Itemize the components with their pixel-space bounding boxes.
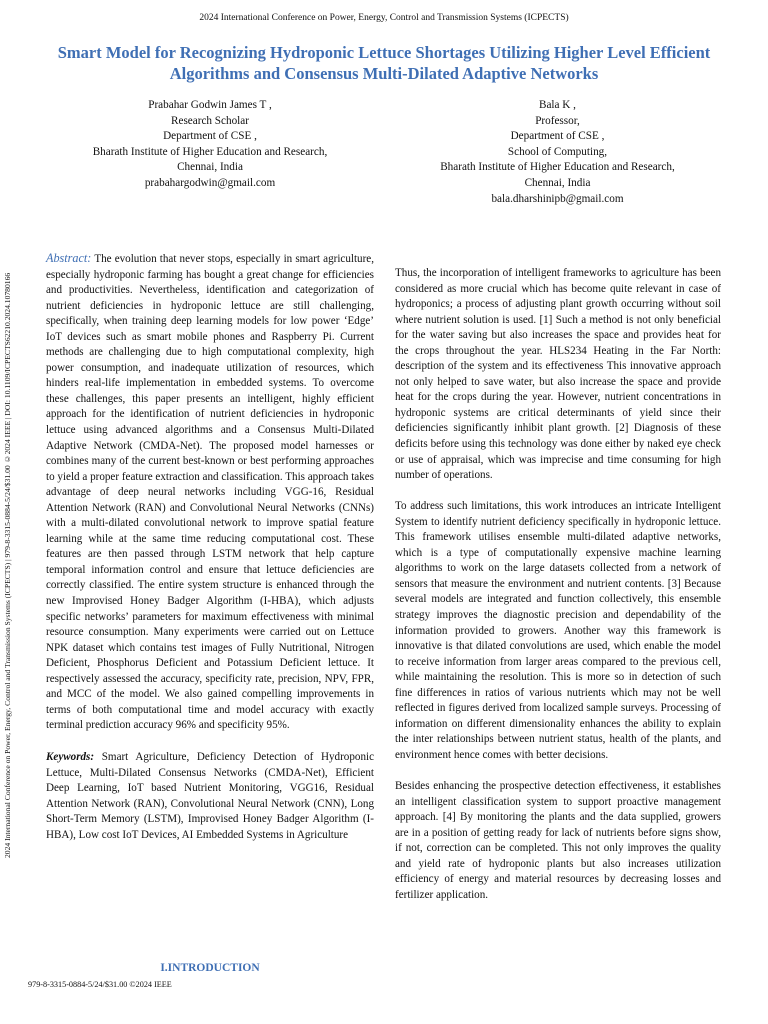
author-school: School of Computing, bbox=[507, 145, 608, 158]
author-institution: Bharath Institute of Higher Education and Research, bbox=[440, 161, 675, 174]
author-block-1 bbox=[60, 98, 360, 192]
left-column bbox=[46, 251, 374, 843]
conference-header: 2024 International Conference on Power, Energy, Control and Transmission Systems (ICPECTS) bbox=[199, 13, 569, 23]
author-name: Bala K , bbox=[539, 99, 576, 111]
author-block-2 bbox=[405, 98, 710, 207]
author-name: Prabahar Godwin James T , bbox=[148, 99, 272, 111]
author-department: Department of CSE , bbox=[163, 130, 257, 143]
author-location: Chennai, India bbox=[524, 176, 591, 189]
abstract-paragraph bbox=[46, 251, 374, 734]
abstract-text: The evolution that never stops, especially in smart agriculture, especially hydroponic farming has bought a great change for efficiencies and productivities. Nevertheless, identification and categorization of nutrient deficiencies in hydroponic lettuce are still challenging, specifically, when training deep learning models for low power ‘Edge’ IoT devices such as smart mobile phones and Raspberry Pi. Current methods are challenging due to high computational complexity, high power consumption, and inadequate utilization of resources, which hinders real-life implementation in embedded systems. To overcome these challenges, this paper presents an intelligent, highly efficient approach for the identification of nutrient deficiencies in hydroponic lettuce using advanced algorithms and a Consensus Multi-Dilated Adaptive Network (CMDA-Net). The proposed model harnesses or combines many of the current best-known or best performing approaches to yield a proper feature extraction and classification. This approach takes advantage of deep neural networks including VGG-16, Residual Attention Network (RAN) and Convolutional Neural Networks (CNNs) with a multi-dilated convolutional network to improve spatial feature learning while at the same time reducing computational cost. These features are then passed through LSTM network that help capture temporal information control and ensure that lettuce deficiencies are correctly classified. The entire system structure is enhanced through the new Improvised Honey Badger Algorithm (I-HBA), which adjusts specific networks’ parameters for maximum effectiveness with minimal resource consumption. Many experiments were carried out on Lettuce NPK dataset which contains test images of Fully Nutritional, Nitrogen Deficient, Phosphorus Deficient and Potassium Deficient lettuce. It respectively assessed the accuracy, specificity rate, precision, NPV, FPR, and MCC of the model. We also gained compelling improvements in terms of both computational time and model accuracy with exactly terminal prediction accuracy 96% and specificity 95%. bbox=[46, 253, 374, 732]
doi-side-text: 2024 International Conference on Power, Energy, Control and Transmission Systems (ICPECTS) | 979-8-3315-0884-5/24/$31.00 ©2024 IEEE | DOI: 10.1109/ICPECTS62210.2024.10780166 bbox=[3, 272, 12, 858]
keywords-label: Keywords: bbox=[46, 750, 95, 763]
author-email: bala.dharshinipb@gmail.com bbox=[491, 192, 624, 205]
intro-paragraph-2: To address such limitations, this work introduces an intricate Intelligent System to identify nutrient deficiency specifically in hydroponic lettuce. This framework utilises ensemble multi-dilated adaptive networks, which is a type of computationally expensive machine learning algorithms to work on the large datasets collected from a network of sensors that measure the environment and nutrient contents. [3] Because several models are integrated and function collectively, this ensemble strategy improves the diagnostic precision and dependability of the information provided to growers. Another way this framework is innovative is that dilated convolutions are used, which enable the model to receive information from larger areas compared to the previous cell, while maintaining the resolution. This is more so in detection of such fine differences in ratios of various nutrients which may not be well reflected in figures derived from localized sample surveys. Processing of information on different dimensionality enhances the ability to explain the inter relationships between nutrient status, health of the plants, and environment hence comes with better decisions. bbox=[395, 500, 721, 761]
author-location: Chennai, India bbox=[177, 161, 243, 174]
keywords-paragraph bbox=[46, 750, 374, 843]
intro-paragraph-3: Besides enhancing the prospective detection effectiveness, it establishes an intelligent classification system to support proactive management approach. [4] By monitoring the plants and the data supplied, growers are in a position of getting ready for lack of nutrients before signs show, if not, correction can be completed. This not only improves the quality and yield rate of hydroponic plants but also increases utilization efficiency of energy and material resources by decreasing losses and fertilizer application. bbox=[395, 779, 721, 901]
author-role: Professor, bbox=[535, 114, 580, 127]
author-institution: Bharath Institute of Higher Education and Research, bbox=[92, 145, 328, 158]
keywords-text: Smart Agriculture, Deficiency Detection of Hydroponic Lettuce, Multi-Dilated Consensus Networks (CMDA-Net), Efficient Deep Learning, IoT based Nutrient Monitoring, VGG16, Residual Attention Network (RAN), Convolutional Neural Network (CNN), Long Short-Term Memory (LSTM), Improvised Honey Badger Algorithm (I-HBA), Low cost IoT Devices, AI Embedded Systems in Agriculture bbox=[46, 750, 374, 841]
abstract-label: Abstract: bbox=[46, 251, 92, 265]
introduction-heading: I.INTRODUCTION bbox=[160, 962, 260, 974]
footer-copyright: 979-8-3315-0884-5/24/$31.00 ©2024 IEEE bbox=[28, 980, 172, 989]
author-role: Research Scholar bbox=[171, 114, 249, 127]
author-email: prabahargodwin@gmail.com bbox=[144, 176, 276, 189]
author-department: Department of CSE , bbox=[510, 130, 605, 143]
intro-paragraph-1: Thus, the incorporation of intelligent frameworks to agriculture has been considered as more crucial which has become quite relevant in case of hydroponics; a process of adjusting plant growth occurring without soil where nutrient solution is used. [1] Such a method is not only beneficial for the water saving but also increases the space and provides heat for the crops throughout the year. HLS234 Heating in the Far North: description of the system and its effectiveness This innovative approach not only helped to save water, but also increase the space and provide heat for the crops during the year. However, nutrient concentrations in hydroponic systems are critical determinants of yield since their deficiencies significantly inhibit plant growth. [2] Diagnosis of these deficits before using this technology was done either by naked eye check or use of appraisal, which was imprecise and time consuming for high number of operations. bbox=[395, 267, 721, 482]
paper-title: Smart Model for Recognizing Hydroponic Lettuce Shortages Utilizing Higher Level Efficient Algorithms and Consensus Multi-Dilated Adaptive Networks bbox=[57, 43, 711, 83]
right-column bbox=[395, 266, 721, 903]
